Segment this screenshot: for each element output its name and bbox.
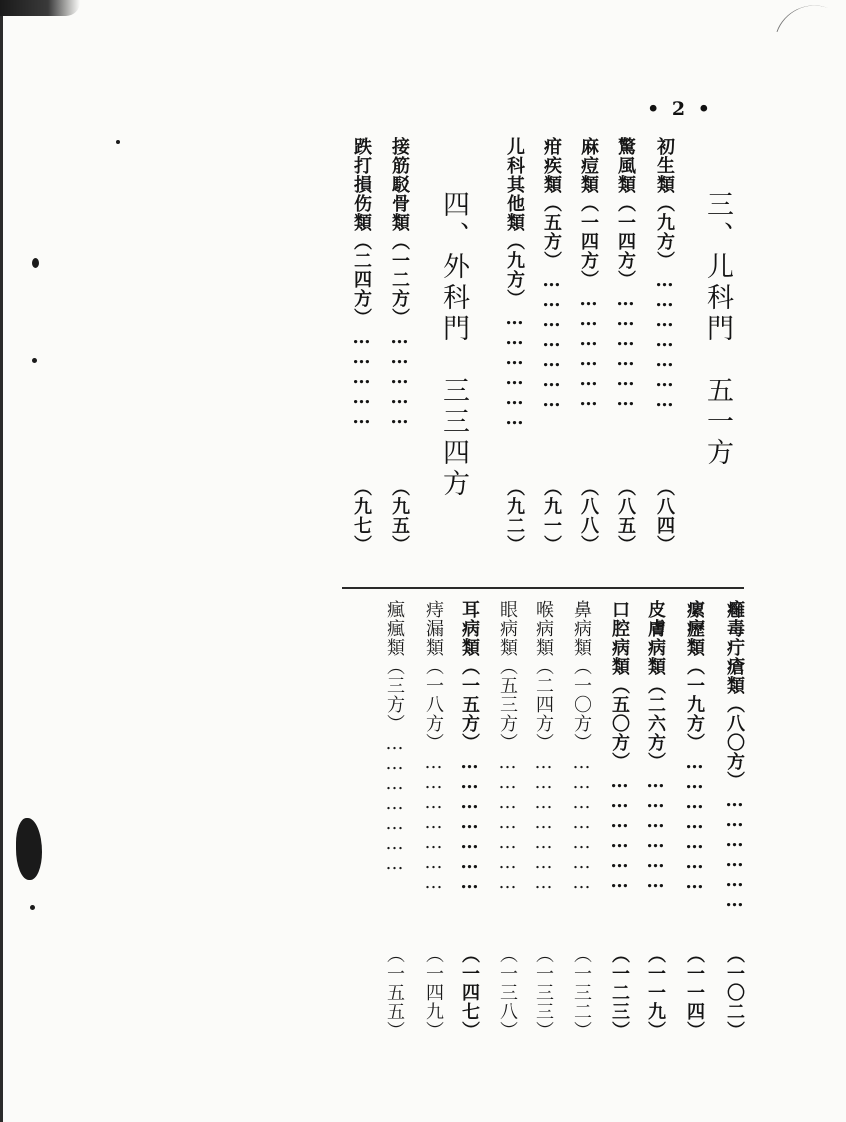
leader-dots: ………………… <box>497 752 518 892</box>
toc-entry <box>616 137 634 409</box>
entry-title: 眼病類 <box>497 600 518 657</box>
divider-rule <box>342 587 744 589</box>
toc-entry <box>498 600 516 892</box>
entry-count: （五方） <box>541 194 562 270</box>
entry-count: （一五方） <box>459 657 480 752</box>
toc-entry <box>646 600 664 891</box>
entry-count: （九方） <box>504 232 525 308</box>
page-ref: （一三八） <box>497 945 518 1040</box>
page-ref: （一一九） <box>645 945 666 1040</box>
entry-title: 癰毒疔瘡類 <box>724 600 745 695</box>
ink-speck <box>32 358 37 363</box>
toc-entry <box>385 600 403 873</box>
entry-title: 接筋駁骨類 <box>389 137 410 232</box>
entry-count: （五〇方） <box>609 676 630 771</box>
page-ref: （一二三） <box>609 945 630 1040</box>
entry-title: 痔漏類 <box>423 600 444 657</box>
entry-title: 儿科其他類 <box>504 137 525 232</box>
toc-entry <box>655 137 673 410</box>
leader-dots: ………………… <box>571 752 592 892</box>
entry-count: （一二方） <box>389 232 410 327</box>
entry-title: 皮膚病類 <box>645 600 666 676</box>
toc-entry <box>572 600 590 892</box>
toc-entry <box>579 137 597 409</box>
entry-count: （一四方） <box>578 194 599 289</box>
toc-entry <box>390 137 408 427</box>
toc-entry <box>725 600 743 910</box>
leader-dots: ………………… <box>384 733 405 873</box>
leader-dots: ……………… <box>615 289 636 409</box>
page-fold-mark <box>776 0 828 46</box>
leader-dots: ………………… <box>684 752 705 892</box>
leader-dots: ……………… <box>578 289 599 409</box>
toc-entry <box>542 137 560 410</box>
entry-title: 驚風類 <box>615 137 636 194</box>
toc-entry <box>460 600 478 892</box>
toc-entry <box>685 600 703 892</box>
toc-entry <box>534 600 552 892</box>
page-edge-shadow <box>0 0 3 1122</box>
leader-dots: ……………… <box>609 771 630 891</box>
ink-smudge <box>0 0 80 16</box>
entry-title: 瘋瘋類 <box>384 600 405 657</box>
ink-speck <box>32 258 39 268</box>
page-ref: （一四九） <box>423 945 444 1040</box>
entry-title: 鼻病類 <box>571 600 592 657</box>
leader-dots: ……………… <box>645 771 666 891</box>
toc-entry <box>352 137 370 427</box>
toc-entry <box>610 600 628 891</box>
entry-title: 跌打損伤類 <box>351 137 372 232</box>
page-ref: （八八） <box>578 478 599 554</box>
page-ref: （一三三） <box>533 945 554 1040</box>
ink-blot <box>16 818 42 880</box>
entry-title: 喉病類 <box>533 600 554 657</box>
page-ref: （九五） <box>389 478 410 554</box>
entry-title: 口腔病類 <box>609 600 630 676</box>
section-heading-surgery: 四、外科門 三三四方 <box>438 190 469 500</box>
entry-title: 耳病類 <box>459 600 480 657</box>
page-ref: （一一四） <box>684 945 705 1040</box>
page-ref: （九一） <box>541 478 562 554</box>
section-heading-pediatrics: 三、儿科門 五一方 <box>702 190 733 469</box>
leader-dots: …………… <box>351 327 372 427</box>
leader-dots: ……………… <box>724 790 745 910</box>
page-ref: （九二） <box>504 478 525 554</box>
page-ref: （八五） <box>615 478 636 554</box>
page-ref: （一三二） <box>571 945 592 1040</box>
entry-count: （一〇方） <box>571 657 592 752</box>
ink-speck <box>30 905 35 910</box>
leader-dots: …………… <box>389 327 410 427</box>
leader-dots: ………………… <box>541 270 562 410</box>
entry-count: （九方） <box>654 194 675 270</box>
entry-count: （三方） <box>384 657 405 733</box>
page-number: • 2 • <box>647 98 713 120</box>
leader-dots: ………………… <box>533 752 554 892</box>
entry-count: （二四方） <box>533 657 554 752</box>
entry-count: （五三方） <box>497 657 518 752</box>
entry-title: 麻痘類 <box>578 137 599 194</box>
toc-entry <box>424 600 442 892</box>
page-ref: （九七） <box>351 478 372 554</box>
page-ref: （八四） <box>654 478 675 554</box>
entry-count: （一八方） <box>423 657 444 752</box>
entry-title: 疳疾類 <box>541 137 562 194</box>
page-ref: （一〇二） <box>724 945 745 1040</box>
entry-count: （二六方） <box>645 676 666 771</box>
entry-count: （二四方） <box>351 232 372 327</box>
entry-count: （八〇方） <box>724 695 745 790</box>
entry-count: （一九方） <box>684 657 705 752</box>
toc-entry <box>505 137 523 428</box>
leader-dots: ……………… <box>504 308 525 428</box>
entry-title: 瘰癧類 <box>684 600 705 657</box>
page-ref: （一四七） <box>459 945 480 1040</box>
entry-count: （一四方） <box>615 194 636 289</box>
ink-speck <box>116 140 120 144</box>
leader-dots: ………………… <box>654 270 675 410</box>
leader-dots: ………………… <box>459 752 480 892</box>
entry-title: 初生類 <box>654 137 675 194</box>
page-ref: （一五五） <box>384 945 405 1040</box>
leader-dots: ………………… <box>423 752 444 892</box>
